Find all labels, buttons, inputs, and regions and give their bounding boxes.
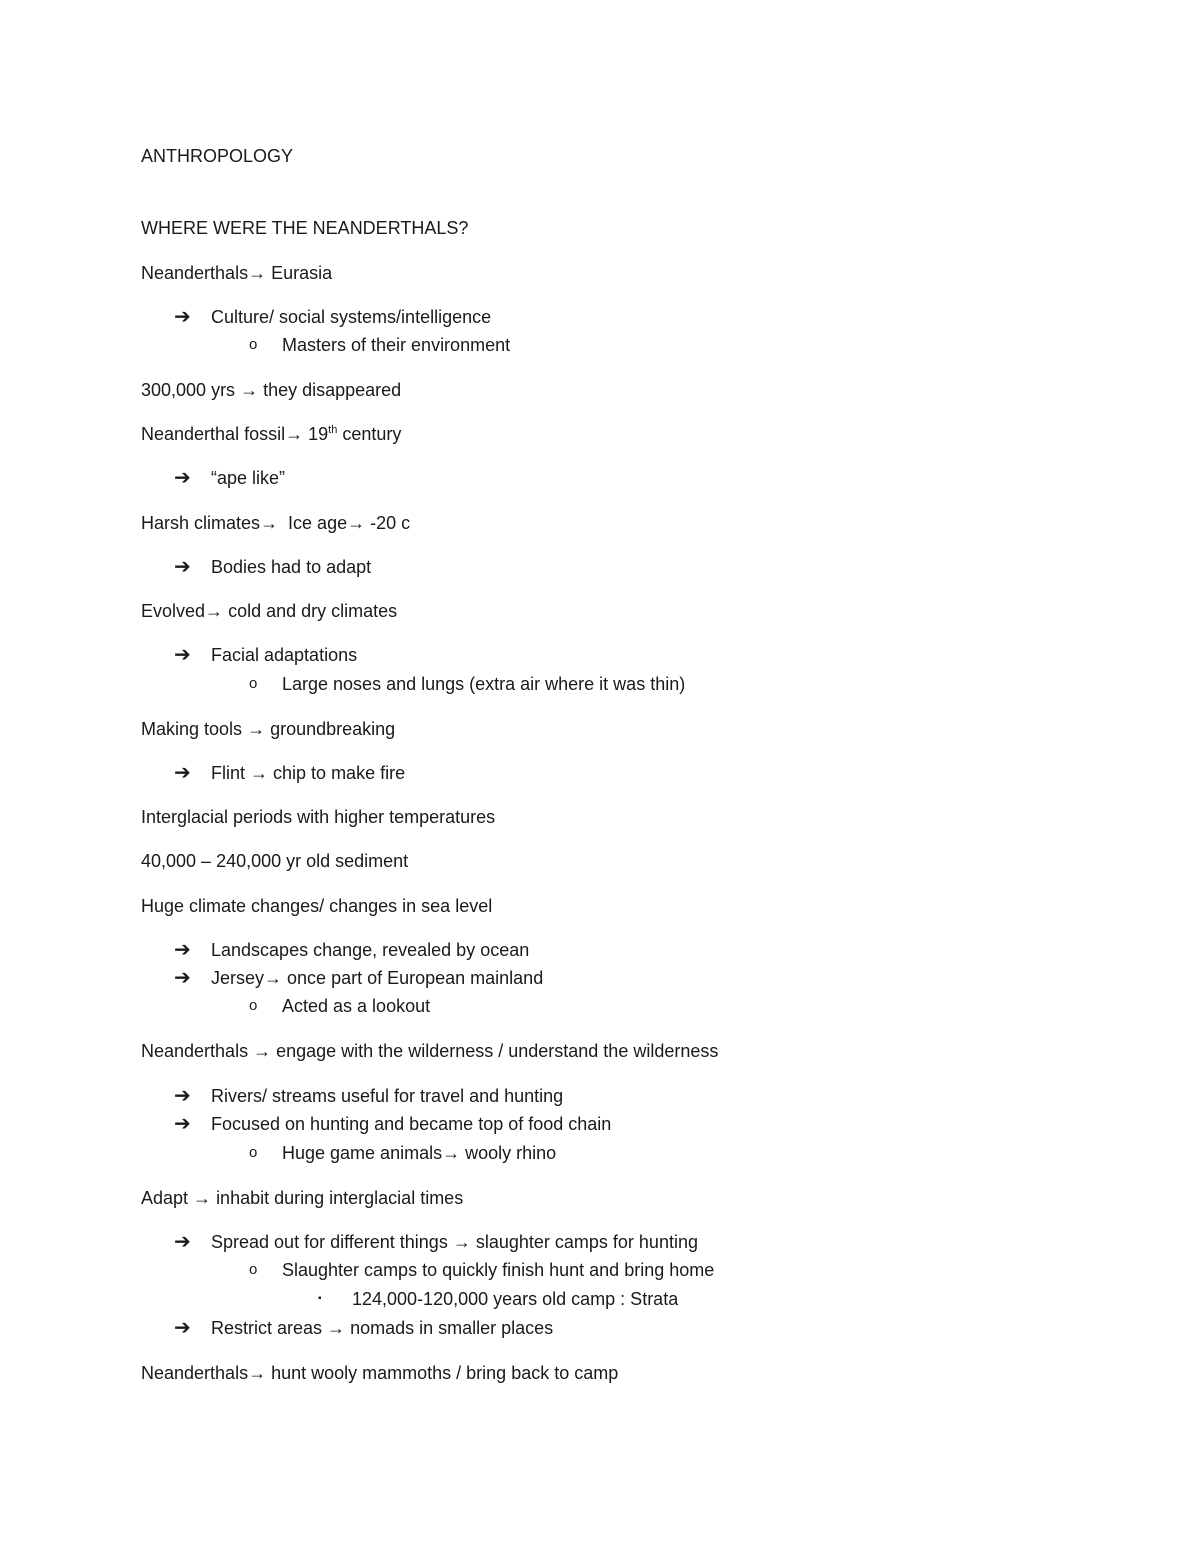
arrow-icon: →: [240, 380, 259, 400]
bullet-item: Rivers/ streams useful for travel and hunting: [211, 1086, 564, 1106]
arrow-icon: →: [327, 1318, 346, 1338]
arrow-bullet-icon: ➔: [174, 967, 191, 989]
bullet-item: Culture/ social systems/intelligence: [211, 307, 492, 327]
arrow-icon: →: [264, 968, 283, 988]
arrow-bullet-icon: ➔: [174, 1113, 191, 1135]
note-line: Neanderthal fossil→ 19th century: [141, 424, 402, 444]
arrow-bullet-icon: ➔: [174, 939, 191, 961]
bullet-item: Bodies had to adapt: [211, 557, 372, 577]
note-line: Making tools → groundbreaking: [141, 719, 396, 739]
document-title: ANTHROPOLOGY: [141, 146, 294, 166]
bullet-item: Facial adaptations: [211, 645, 358, 665]
arrow-bullet-icon: ➔: [174, 306, 191, 328]
arrow-icon: →: [248, 1363, 267, 1383]
sub-bullet-item: Acted as a lookout: [282, 996, 431, 1016]
circle-bullet-icon: o: [249, 336, 258, 353]
circle-bullet-icon: o: [249, 675, 258, 692]
sub-bullet-item: Masters of their environment: [282, 335, 511, 355]
bullet-item: Restrict areas → nomads in smaller places: [211, 1318, 554, 1338]
arrow-icon: →: [452, 1232, 471, 1252]
sub-sub-bullet-item: 124,000-120,000 years old camp : Strata: [352, 1289, 679, 1309]
arrow-bullet-icon: ➔: [174, 1317, 191, 1339]
note-line: 40,000 – 240,000 yr old sediment: [141, 851, 409, 871]
arrow-icon: →: [442, 1143, 461, 1163]
arrow-icon: →: [347, 513, 366, 533]
bullet-item: Jersey→ once part of European mainland: [211, 968, 544, 988]
note-line: Neanderthals→ Eurasia: [141, 263, 333, 283]
note-line: Neanderthals→ hunt wooly mammoths / bring back to camp: [141, 1363, 619, 1383]
arrow-icon: →: [260, 513, 279, 533]
section-heading: WHERE WERE THE NEANDERTHALS?: [141, 218, 469, 238]
arrow-icon: →: [205, 601, 224, 621]
arrow-icon: →: [248, 263, 267, 283]
note-line: Adapt → inhabit during interglacial times: [141, 1188, 464, 1208]
bullet-item: Landscapes change, revealed by ocean: [211, 940, 530, 960]
circle-bullet-icon: o: [249, 997, 258, 1014]
arrow-bullet-icon: ➔: [174, 467, 191, 489]
note-line: Evolved→ cold and dry climates: [141, 601, 398, 621]
arrow-icon: →: [193, 1188, 212, 1208]
arrow-icon: →: [247, 719, 266, 739]
arrow-icon: →: [253, 1041, 272, 1061]
sub-bullet-item: Large noses and lungs (extra air where it was thin): [282, 674, 686, 694]
arrow-bullet-icon: ➔: [174, 556, 191, 578]
arrow-bullet-icon: ➔: [174, 1085, 191, 1107]
circle-bullet-icon: o: [249, 1261, 258, 1278]
note-line: Huge climate changes/ changes in sea level: [141, 896, 493, 916]
square-bullet-icon: ▪: [318, 1293, 322, 1304]
note-line: Harsh climates→ Ice age→ -20 c: [141, 513, 411, 533]
circle-bullet-icon: o: [249, 1144, 258, 1161]
bullet-item: Spread out for different things → slaughter camps for hunting: [211, 1232, 698, 1252]
arrow-icon: →: [250, 763, 269, 783]
arrow-bullet-icon: ➔: [174, 1231, 191, 1253]
arrow-bullet-icon: ➔: [174, 762, 191, 784]
note-line: 300,000 yrs → they disappeared: [141, 380, 402, 400]
arrow-bullet-icon: ➔: [174, 644, 191, 666]
note-line: Interglacial periods with higher temperatures: [141, 807, 496, 827]
bullet-item: Focused on hunting and became top of food chain: [211, 1114, 612, 1134]
bullet-item: “ape like”: [211, 468, 286, 488]
arrow-icon: →: [285, 424, 304, 444]
bullet-item: Flint → chip to make fire: [211, 763, 406, 783]
note-line: Neanderthals → engage with the wilderness / understand the wilderness: [141, 1041, 719, 1061]
sub-bullet-item: Slaughter camps to quickly finish hunt and bring home: [282, 1260, 715, 1280]
sub-bullet-item: Huge game animals→ wooly rhino: [282, 1143, 557, 1163]
